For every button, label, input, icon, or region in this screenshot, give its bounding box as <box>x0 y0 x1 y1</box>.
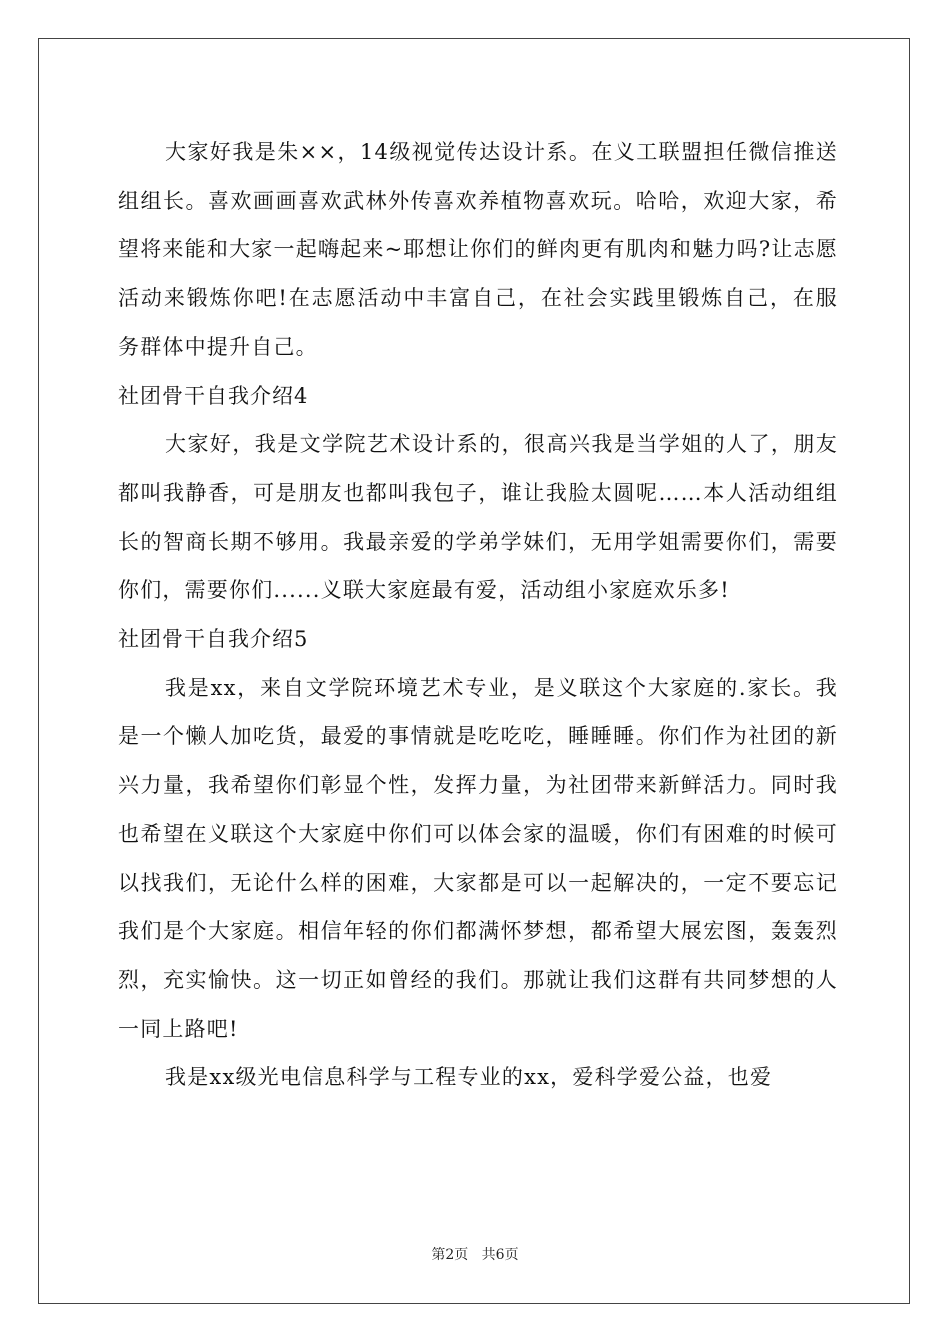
paragraph-intro-xx-env-art: 我是xx，来自文学院环境艺术专业，是义联这个大家庭的.家长。我是一个懒人加吃货，最爱的事情就是吃吃吃，睡睡睡。你们作为社团的新兴力量，我希望你们彰显个性，发挥力量，为社团带来新鲜活力。同时我也希望在义联这个大家庭中你们可以体会家的温暖，你们有困难的时候可以找我们，无论什么样的困难，大家都是可以一起解决的，一定不要忘记我们是个大家庭。相信年轻的你们都满怀梦想，都希望大展宏图，轰轰烈烈，充实愉快。这一切正如曾经的我们。那就让我们这群有共同梦想的人一同上路吧! <box>118 675 838 1041</box>
section-heading-5: 社团骨干自我介绍5 <box>118 627 309 652</box>
paragraph-intro-xx-optoelectronics: 我是xx级光电信息科学与工程专业的xx，爱科学爱公益，也爱 <box>165 1065 773 1090</box>
page-number: 第2页 <box>431 1247 469 1263</box>
paragraph-intro-zhu: 大家好我是朱××，14级视觉传达设计系。在义工联盟担任微信推送组组长。喜欢画画喜欢武林外传喜欢养植物喜欢玩。哈哈，欢迎大家，希望将来能和大家一起嗨起来~耶想让你们的鲜肉更有肌肉和魅力吗?让志愿活动来锻炼你吧!在志愿活动中丰富自己，在社会实践里锻炼自己，在服务群体中提升自己。 <box>118 140 838 359</box>
document-body <box>118 128 838 1102</box>
section-heading-4: 社团骨干自我介绍4 <box>118 383 309 408</box>
paragraph-intro-jingxiang: 大家好，我是文学院艺术设计系的，很高兴我是当学姐的人了，朋友都叫我静香，可是朋友也都叫我包子，谁让我脸太圆呢……本人活动组组长的智商长期不够用。我最亲爱的学弟学妹们，无用学姐需要你们，需要你们，需要你们......义联大家庭最有爱，活动组小家庭欢乐多! <box>118 432 838 603</box>
page-footer <box>0 1244 950 1264</box>
page-total: 共6页 <box>481 1247 519 1263</box>
